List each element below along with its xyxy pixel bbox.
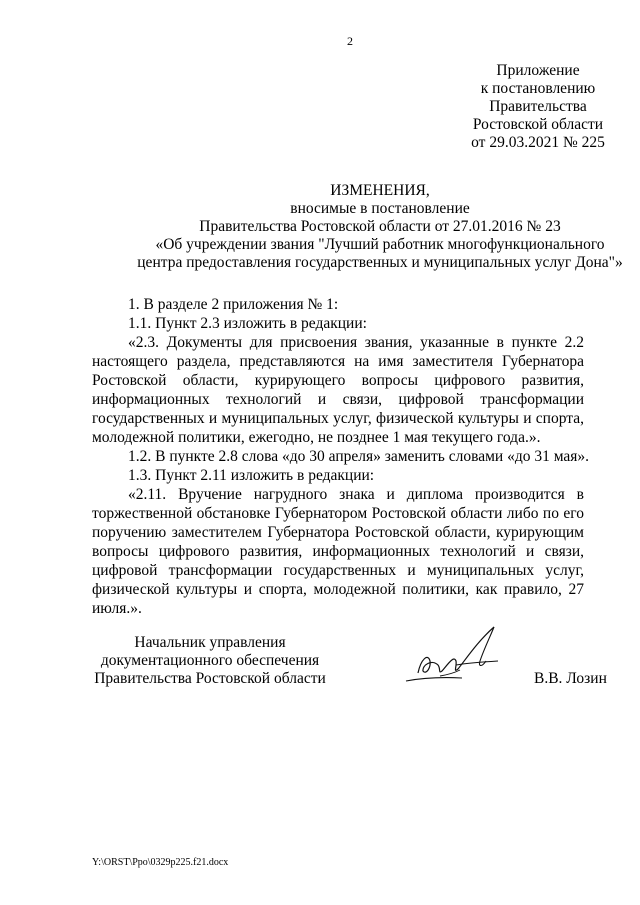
heading-line: «Об учреждении звания "Лучший работник многофункционального [155,236,605,253]
appendix-block [420,62,640,152]
body-paragraph: 1.3. Пункт 2.11 изложить в редакции: [128,467,375,484]
appendix-line: Правительства [489,98,587,115]
signer-title-line: документационного обеспечения [100,652,320,669]
body-paragraph: «2.3. Документы для присвоения звания, указанные в пункте 2.2 настоящего раздела, представляются на имя заместителя Губернатора Ростовской области, курирующего вопросы цифрового развития, информационных технологий и связи, цифровой трансформации государственных и муниципальных услуг, физической культуры и спорта, молодежной политики, ежегодно, не позднее 1 мая текущего года.». [92,334,584,446]
appendix-line: Ростовской области [472,116,604,133]
signer-name: В.В. Лозин [534,670,607,687]
handwritten-signature [396,615,516,693]
heading-title: ИЗМЕНЕНИЯ, [330,182,430,199]
appendix-line: от 29.03.2021 № 225 [471,134,605,151]
signer-title [92,634,328,688]
page-number: 2 [347,34,353,48]
body-paragraph: 1.2. В пункте 2.8 слова «до 30 апреля» заменить словами «до 31 мая». [128,448,590,465]
body-paragraph: 1.1. Пункт 2.3 изложить в редакции: [128,315,367,332]
heading-line: Правительства Ростовской области от 27.01.2016 № 23 [199,218,561,235]
heading-line: вносимые в постановление [290,200,470,217]
body-paragraph: «2.11. Вручение нагрудного знака и диплома производится в торжественной обстановке Губернатором Ростовской области либо по его поручению заместителем Губернатора Ростовской области, курирующим вопросы цифрового развития, информационных технологий и связи, цифровой трансформации государственных и муниципальных услуг, физической культуры и спорта, молодежной политики, как правило, 27 июля.». [92,486,584,617]
document-body [92,295,590,618]
signer-title-line: Правительства Ростовской области [94,670,326,687]
heading-line: центра предоставления государственных и муниципальных услуг Дона"» [137,254,623,271]
appendix-line: к постановлению [480,80,596,97]
footer-file-path: Y:\ORST\Ppo\0329p225.f21.docx [92,857,229,868]
appendix-line: Приложение [496,62,580,79]
signer-title-line: Начальник управления [134,634,286,651]
document-heading [60,182,640,272]
body-paragraph: 1. В разделе 2 приложения № 1: [128,296,339,313]
